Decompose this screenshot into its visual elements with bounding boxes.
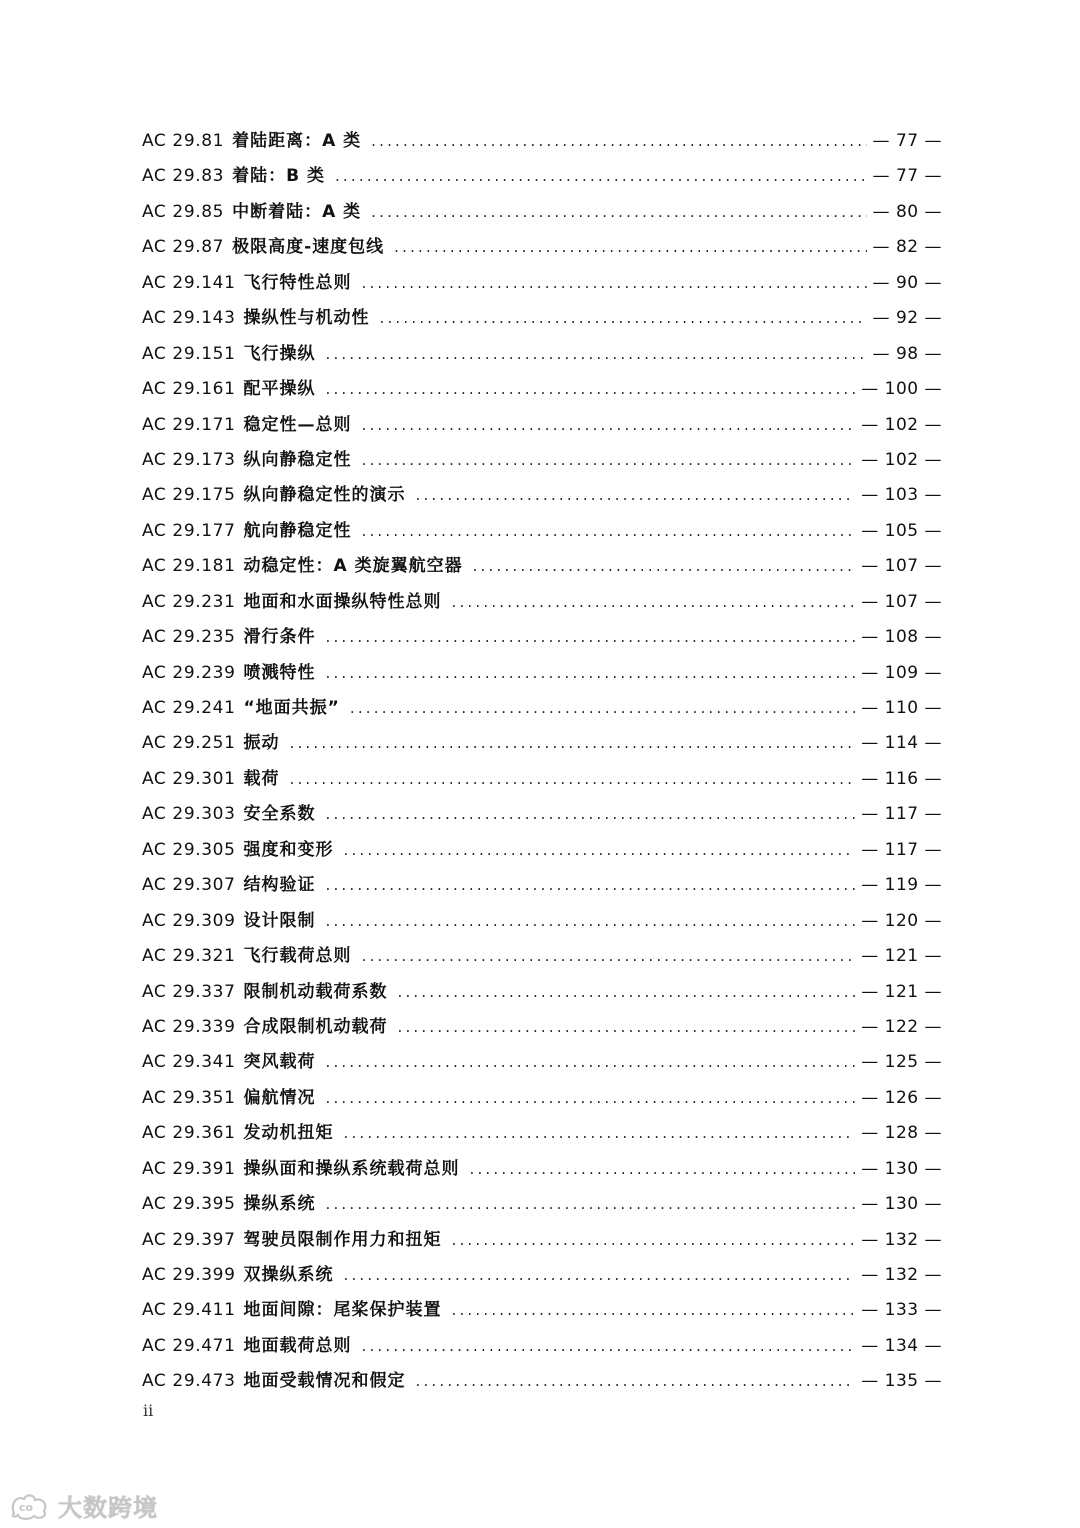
- toc-entry-title: 载荷: [243, 768, 280, 789]
- toc-entry-page: — 135 —: [861, 1371, 942, 1392]
- toc-entry-code: AC 29.471: [142, 1335, 236, 1356]
- toc-entry-title: 合成限制机动载荷: [243, 1016, 388, 1037]
- toc-entry-page: — 102 —: [861, 449, 942, 470]
- toc-entry-page: — 116 —: [861, 768, 942, 789]
- toc-entry-title: 极限高度-速度包线: [232, 237, 385, 258]
- toc-entry-page: — 130 —: [861, 1158, 942, 1179]
- toc-entry-code: AC 29.395: [142, 1194, 236, 1215]
- toc-entry-code: AC 29.83: [142, 166, 225, 187]
- toc-entry-title: 配平操纵: [243, 379, 316, 400]
- toc-entry-page: — 117 —: [861, 839, 942, 860]
- dot-leader: [350, 691, 855, 726]
- toc-entry-title: 双操纵系统: [243, 1265, 334, 1285]
- toc-entry-title: 着陆距离：A 类: [232, 131, 362, 151]
- watermark: [8, 1488, 158, 1523]
- dot-leader: [326, 797, 856, 832]
- toc-entry-code: AC 29.85: [142, 201, 225, 222]
- toc-entry-code: AC 29.305: [142, 839, 236, 860]
- toc-entry[interactable]: [142, 372, 942, 407]
- toc-entry-page: — 126 —: [861, 1087, 942, 1108]
- toc-entry-title: “地面共振”: [243, 698, 340, 718]
- toc-entry-title: 飞行操纵: [243, 343, 316, 364]
- dot-leader: [362, 408, 856, 443]
- dot-leader: [326, 1045, 856, 1080]
- toc-entry-title: 设计限制: [243, 910, 316, 931]
- toc-entry-page: — 98 —: [872, 343, 942, 364]
- toc-entry-code: AC 29.399: [142, 1265, 236, 1285]
- dot-leader: [326, 868, 856, 903]
- toc-entry-code: AC 29.239: [142, 662, 236, 683]
- toc-entry-code: AC 29.339: [142, 1016, 236, 1037]
- dot-leader: [326, 1187, 856, 1222]
- toc-entry-page: — 119 —: [861, 875, 942, 896]
- toc-entry-code: AC 29.301: [142, 768, 236, 789]
- toc-entry-code: AC 29.241: [142, 698, 236, 718]
- toc-entry-title: 滑行条件: [243, 627, 316, 648]
- toc-entry-title: 纵向静稳定性的演示: [243, 485, 406, 506]
- toc-entry-code: AC 29.307: [142, 875, 236, 896]
- toc-entry-code: AC 29.391: [142, 1158, 236, 1179]
- dot-leader: [326, 1081, 856, 1116]
- toc-entry-page: — 110 —: [861, 698, 942, 718]
- dot-leader: [452, 585, 856, 620]
- toc-entry[interactable]: [142, 230, 942, 265]
- toc-entry[interactable]: [142, 1152, 942, 1187]
- brand-logo-icon: [8, 1491, 52, 1521]
- toc-entry-title: 偏航情况: [243, 1087, 316, 1108]
- toc-entry[interactable]: [142, 478, 942, 513]
- toc-entry-page: — 117 —: [861, 804, 942, 825]
- toc-entry-code: AC 29.231: [142, 591, 236, 612]
- dot-leader: [326, 372, 856, 407]
- toc-entry[interactable]: [142, 549, 942, 584]
- toc-entry-page: — 77 —: [872, 166, 942, 187]
- toc-entry-code: AC 29.87: [142, 237, 225, 258]
- toc-entry-code: AC 29.173: [142, 449, 236, 470]
- toc-entry-code: AC 29.161: [142, 379, 236, 400]
- toc-entry-code: AC 29.235: [142, 627, 236, 648]
- toc-entry-title: 喷溅特性: [243, 662, 316, 683]
- toc-entry-title: 飞行特性总则: [243, 272, 352, 293]
- toc-entry-title: 突风载荷: [243, 1052, 316, 1073]
- table-of-contents: [142, 124, 942, 1400]
- dot-leader: [371, 124, 866, 159]
- toc-entry[interactable]: [142, 975, 942, 1010]
- toc-entry-page: — 121 —: [861, 946, 942, 967]
- toc-entry-page: — 134 —: [861, 1335, 942, 1356]
- toc-entry-code: AC 29.81: [142, 131, 225, 151]
- toc-entry[interactable]: [142, 797, 942, 832]
- toc-entry-title: 稳定性—总则: [243, 414, 352, 435]
- toc-entry-code: AC 29.141: [142, 272, 236, 293]
- toc-entry-title: 航向静稳定性: [243, 520, 352, 541]
- dot-leader: [326, 656, 856, 691]
- dot-leader: [452, 1293, 856, 1328]
- toc-entry[interactable]: [142, 1364, 942, 1399]
- toc-entry-page: — 109 —: [861, 662, 942, 683]
- toc-entry[interactable]: [142, 1293, 942, 1328]
- toc-entry-code: AC 29.175: [142, 485, 236, 506]
- toc-entry[interactable]: [142, 408, 942, 443]
- dot-leader: [335, 159, 867, 194]
- toc-entry[interactable]: [142, 443, 942, 478]
- toc-entry-page: — 132 —: [861, 1265, 942, 1285]
- toc-entry[interactable]: [142, 868, 942, 903]
- toc-entry-code: AC 29.171: [142, 414, 236, 435]
- toc-entry-code: AC 29.151: [142, 343, 236, 364]
- toc-entry[interactable]: [142, 620, 942, 655]
- toc-entry-title: 地面和水面操纵特性总则: [243, 591, 442, 612]
- toc-entry[interactable]: [142, 762, 942, 797]
- dot-leader: [362, 266, 867, 301]
- toc-entry-code: AC 29.397: [142, 1229, 236, 1250]
- toc-entry-title: 地面载荷总则: [243, 1335, 352, 1356]
- dot-leader: [371, 195, 866, 230]
- toc-entry[interactable]: [142, 124, 942, 159]
- toc-entry-page: — 128 —: [861, 1123, 942, 1144]
- toc-entry[interactable]: [142, 726, 942, 761]
- toc-entry-code: AC 29.337: [142, 981, 236, 1002]
- dot-leader: [362, 1329, 856, 1364]
- toc-entry-page: — 100 —: [861, 379, 942, 400]
- toc-entry[interactable]: [142, 656, 942, 691]
- toc-entry-code: AC 29.251: [142, 733, 236, 754]
- toc-entry[interactable]: [142, 1010, 942, 1045]
- toc-entry[interactable]: [142, 1116, 942, 1151]
- toc-entry-title: 动稳定性：A 类旋翼航空器: [243, 556, 463, 577]
- toc-entry-title: 振动: [243, 733, 280, 754]
- dot-leader: [326, 620, 856, 655]
- toc-entry-title: 操纵性与机动性: [243, 308, 370, 329]
- dot-leader: [416, 478, 856, 513]
- toc-entry-page: — 133 —: [861, 1300, 942, 1321]
- dot-leader: [452, 1223, 856, 1258]
- toc-entry[interactable]: [142, 904, 942, 939]
- toc-entry-page: — 77 —: [872, 131, 942, 151]
- dot-leader: [362, 939, 856, 974]
- dot-leader: [380, 301, 867, 336]
- toc-entry[interactable]: [142, 195, 942, 230]
- toc-entry-title: 强度和变形: [243, 839, 334, 860]
- toc-entry[interactable]: [142, 1045, 942, 1080]
- toc-entry-page: — 125 —: [861, 1052, 942, 1073]
- toc-entry[interactable]: [142, 337, 942, 372]
- toc-entry-title: 操纵面和操纵系统载荷总则: [243, 1158, 460, 1179]
- toc-entry[interactable]: [142, 1187, 942, 1222]
- toc-entry-page: — 102 —: [861, 414, 942, 435]
- toc-entry-page: — 107 —: [861, 591, 942, 612]
- toc-entry-page: — 120 —: [861, 910, 942, 931]
- toc-entry-title: 发动机扭矩: [243, 1123, 334, 1144]
- dot-leader: [398, 975, 856, 1010]
- toc-entry-page: — 107 —: [861, 556, 942, 577]
- toc-entry-page: — 114 —: [861, 733, 942, 754]
- toc-entry-page: — 130 —: [861, 1194, 942, 1215]
- dot-leader: [326, 337, 867, 372]
- dot-leader: [290, 762, 856, 797]
- toc-entry-page: — 122 —: [861, 1016, 942, 1037]
- toc-entry-title: 结构验证: [243, 875, 316, 896]
- toc-entry-page: — 105 —: [861, 520, 942, 541]
- toc-entry-code: AC 29.303: [142, 804, 236, 825]
- dot-leader: [362, 514, 856, 549]
- dot-leader: [398, 1010, 856, 1045]
- toc-entry-page: — 108 —: [861, 627, 942, 648]
- toc-entry-title: 限制机动载荷系数: [243, 981, 388, 1002]
- toc-entry-code: AC 29.411: [142, 1300, 236, 1321]
- dot-leader: [394, 230, 866, 265]
- toc-entry-code: AC 29.177: [142, 520, 236, 541]
- toc-entry[interactable]: [142, 1081, 942, 1116]
- toc-entry[interactable]: [142, 585, 942, 620]
- dot-leader: [344, 1258, 856, 1293]
- toc-entry-code: AC 29.351: [142, 1087, 236, 1108]
- toc-entry[interactable]: [142, 833, 942, 868]
- toc-entry-page: — 80 —: [872, 201, 942, 222]
- svg-text:co: co: [19, 1500, 34, 1514]
- toc-entry-code: AC 29.361: [142, 1123, 236, 1144]
- toc-entry[interactable]: [142, 1223, 942, 1258]
- dot-leader: [416, 1364, 856, 1399]
- toc-entry-page: — 92 —: [872, 308, 942, 329]
- toc-entry-page: — 121 —: [861, 981, 942, 1002]
- dot-leader: [326, 904, 856, 939]
- toc-entry-title: 地面间隙：尾桨保护装置: [243, 1300, 442, 1321]
- toc-entry[interactable]: [142, 514, 942, 549]
- toc-entry-page: — 103 —: [861, 485, 942, 506]
- toc-entry-title: 地面受载情况和假定: [243, 1371, 406, 1392]
- dot-leader: [362, 443, 856, 478]
- toc-entry[interactable]: [142, 159, 942, 194]
- toc-entry-code: AC 29.143: [142, 308, 236, 329]
- toc-entry-page: — 132 —: [861, 1229, 942, 1250]
- dot-leader: [470, 1152, 856, 1187]
- watermark-text: 大数跨境: [58, 1494, 158, 1522]
- toc-entry[interactable]: [142, 301, 942, 336]
- toc-entry-code: AC 29.473: [142, 1371, 236, 1392]
- toc-entry-code: AC 29.181: [142, 556, 236, 577]
- toc-entry-code: AC 29.321: [142, 946, 236, 967]
- dot-leader: [344, 833, 856, 868]
- dot-leader: [344, 1116, 856, 1151]
- toc-entry-title: 着陆：B 类: [232, 166, 325, 187]
- toc-entry-title: 操纵系统: [243, 1194, 316, 1215]
- toc-entry[interactable]: [142, 1258, 942, 1293]
- toc-entry-page: — 90 —: [872, 272, 942, 293]
- toc-entry[interactable]: [142, 266, 942, 301]
- toc-entry-title: 飞行载荷总则: [243, 946, 352, 967]
- toc-entry[interactable]: [142, 691, 942, 726]
- toc-entry-title: 纵向静稳定性: [243, 449, 352, 470]
- toc-entry-title: 驾驶员限制作用力和扭矩: [243, 1229, 442, 1250]
- toc-entry-code: AC 29.309: [142, 910, 236, 931]
- toc-entry[interactable]: [142, 939, 942, 974]
- dot-leader: [290, 726, 856, 761]
- page-number: ii: [143, 1401, 154, 1420]
- toc-entry-title: 安全系数: [243, 804, 316, 825]
- toc-entry-page: — 82 —: [872, 237, 942, 258]
- toc-entry-title: 中断着陆：A 类: [232, 201, 362, 222]
- toc-entry-code: AC 29.341: [142, 1052, 236, 1073]
- toc-entry[interactable]: [142, 1329, 942, 1364]
- dot-leader: [473, 549, 856, 584]
